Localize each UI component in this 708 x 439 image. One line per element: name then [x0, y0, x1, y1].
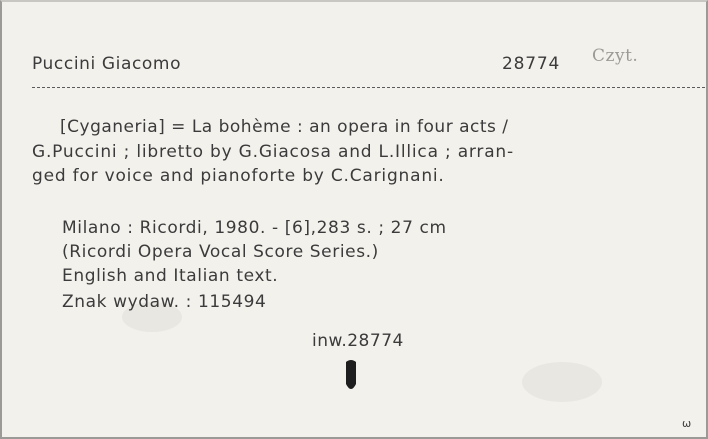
language-note: English and Italian text.	[62, 266, 279, 286]
title-line-3: ged for voice and pianoforte by C.Carignani.	[32, 166, 445, 186]
title-line-2: G.Puccini ; libretto by G.Giacosa and L.Illica ; arran-	[32, 142, 514, 162]
series-line: (Ricordi Opera Vocal Score Series.)	[62, 242, 379, 262]
corner-mark: ω	[682, 417, 692, 430]
publisher-number-line: Znak wydaw. : 115494	[62, 292, 267, 312]
header-divider	[32, 87, 708, 88]
title-line-1: [Cyganeria] = La bohème : an opera in four acts /	[60, 117, 509, 137]
paper-stain	[522, 362, 602, 402]
reading-room-stamp: Czyt.	[592, 46, 639, 66]
punch-hole-icon	[344, 358, 358, 394]
author-heading: Puccini Giacomo	[32, 54, 182, 74]
inventory-number: inw.28774	[312, 331, 404, 351]
imprint-line: Milano : Ricordi, 1980. - [6],283 s. ; 27 cm	[62, 218, 447, 238]
call-number: 28774	[502, 54, 561, 74]
